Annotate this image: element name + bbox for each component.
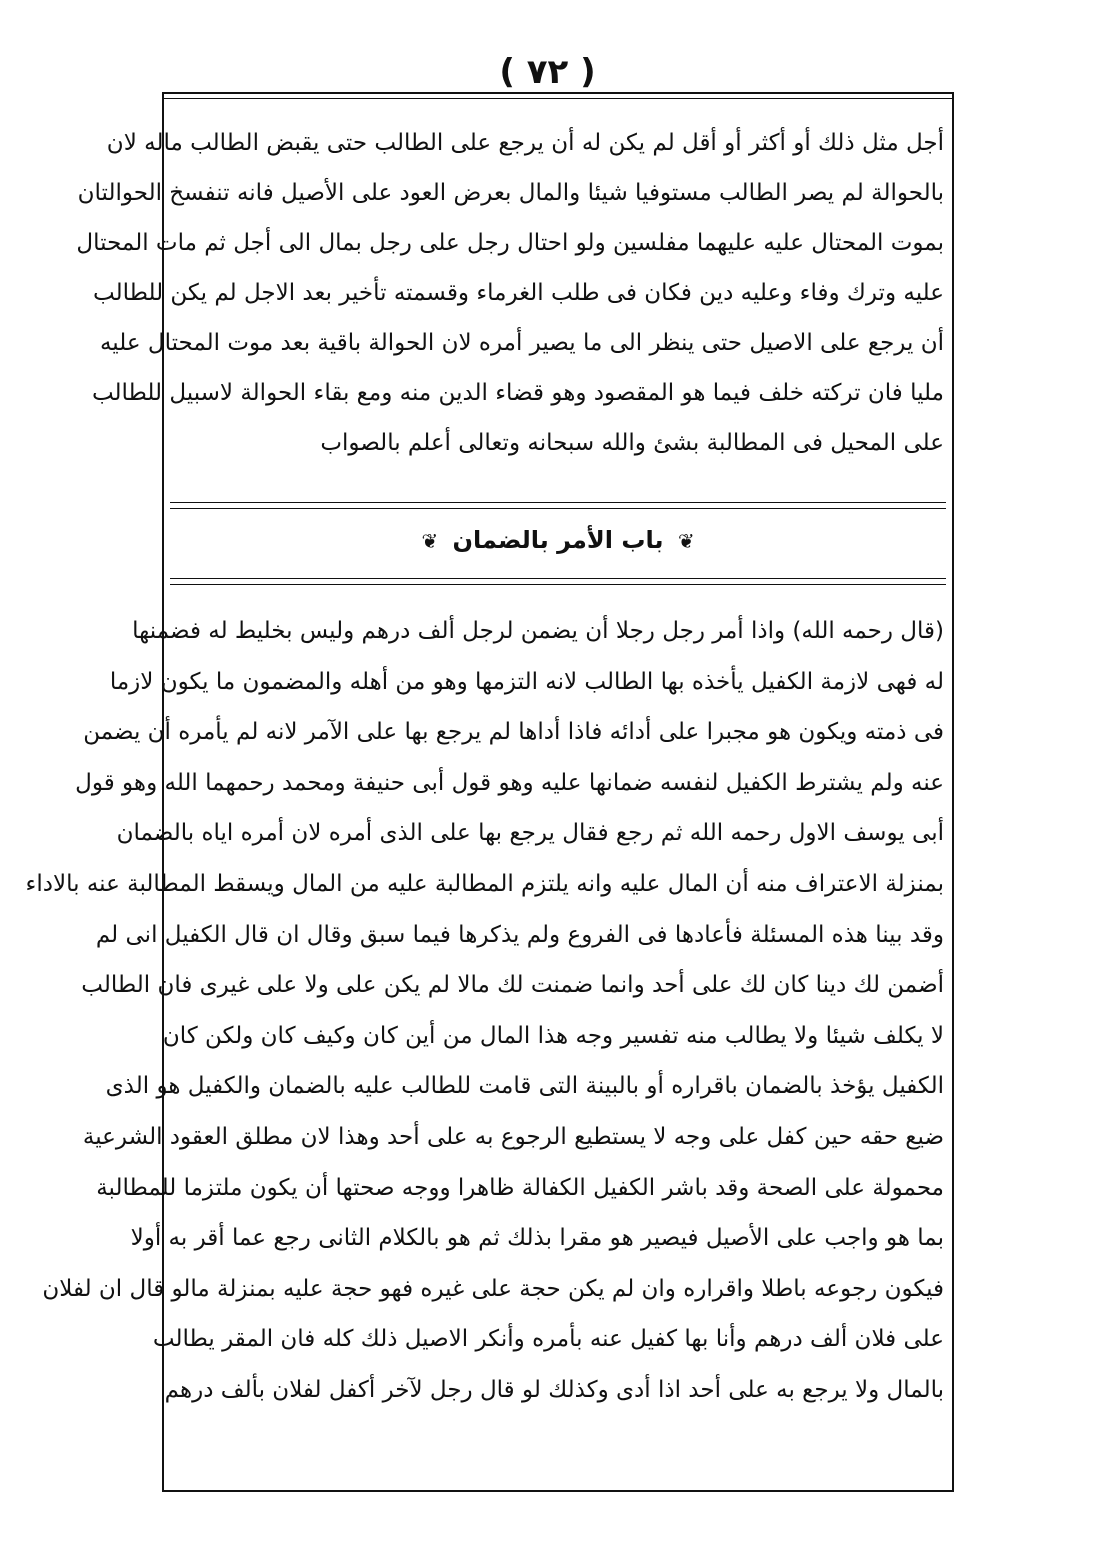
frame-top-rule — [162, 98, 954, 99]
paragraph-1 — [76, 118, 944, 468]
section-divider-top — [170, 502, 946, 509]
text-line: وقد بينا هذه المسئلة فأعادها فى الفروع ولم يذكرها فيما سبق وقال ان قال الكفيل انى لم — [95, 921, 944, 948]
text-line: أجل مثل ذلك أو أكثر أو أقل لم يكن له أن يرجع على الطالب حتى يقبض الطالب ماله لان — [106, 130, 944, 156]
text-line: بموت المحتال عليه عليهما مفلسين ولو احتال رجل على رجل بمال الى أجل ثم مات المحتال — [76, 230, 944, 256]
text-line: بالمال ولا يرجع به على أحد اذا أدى وكذلك لو قال رجل لآخر أكفل لفلان بألف درهم — [164, 1376, 944, 1403]
text-line: لا يكلف شيئا ولا يطالب منه تفسير وجه هذا المال من أين كان وكيف كان ولكن كان — [162, 1022, 944, 1049]
section-divider-bottom — [170, 578, 946, 585]
text-line: عليه وترك وفاء وعليه دين فكان فى طلب الغرماء وقسمته تأخير بعد الاجل لم يكن للطالب — [93, 280, 944, 306]
text-line: مليا فان تركته خلف فيما هو المقصود وهو قضاء الدين منه ومع بقاء الحوالة لاسبيل للطالب — [91, 380, 944, 406]
text-line: بما هو واجب على الأصيل فيصير هو مقرا بذلك ثم هو بالكلام الثانى رجع عما أقر به أولا — [130, 1225, 944, 1252]
text-line: له فهى لازمة الكفيل يأخذه بها الطالب لانه التزمها وهو من أهله والمضمون ما يكون لازما — [109, 668, 944, 695]
ornament-right-icon: ❦ — [677, 529, 695, 553]
text-line: على المحيل فى المطالبة بشئ والله سبحانه وتعالى أعلم بالصواب — [320, 430, 944, 456]
text-line: بالحوالة لم يصر الطالب مستوفيا شيئا والمال بعرض العود على الأصيل فانه تنفسخ الحوالتان — [77, 180, 944, 206]
text-line: عنه ولم يشترط الكفيل لنفسه ضمانها عليه وهو قول أبى حنيفة ومحمد رحمهما الله وهو قول — [75, 769, 944, 796]
text-line: أبى يوسف الاول رحمه الله ثم رجع فقال يرجع بها على الذى أمره لان أمره اياه بالضمان — [116, 820, 944, 847]
text-line: أضمن لك دينا كان لك على أحد وانما ضمنت لك مالا لم يكن على ولا على غيرى فان الطالب — [81, 972, 944, 999]
text-line: الكفيل يؤخذ بالضمان باقراره أو بالبينة التى قامت للطالب عليه بالضمان والكفيل هو الذى — [105, 1073, 944, 1100]
text-line: أن يرجع على الاصيل حتى ينظر الى ما يصير أمره لان الحوالة باقية بعد موت المحتال عليه — [99, 330, 944, 356]
section-heading — [162, 526, 954, 554]
page-number: ( ٧٢ ) — [499, 52, 596, 92]
text-line: على فلان ألف درهم وأنا بها كفيل عنه بأمره وأنكر الاصيل ذلك كله فان المقر يطالب — [152, 1326, 944, 1353]
ornament-left-icon: ❦ — [421, 529, 439, 553]
text-line: فى ذمته ويكون هو مجبرا على أدائه فاذا أداها لم يرجع بها على الآمر لانه لم يأمره أن يضمن — [83, 719, 944, 746]
text-line: محمولة على الصحة وقد باشر الكفيل الكفالة ظاهرا ووجه صحتها أن يكون ملتزما للمطالبة — [96, 1174, 944, 1201]
paragraph-2 — [25, 606, 944, 1416]
text-line: (قال رحمه الله) واذا أمر رجل رجلا أن يضمن لرجل ألف درهم وليس بخليط له فضمنها — [132, 618, 944, 644]
section-heading-text: باب الأمر بالضمان — [452, 526, 664, 554]
text-line: فيكون رجوعه باطلا واقراره وان لم يكن حجة على غيره فهو حجة عليه بمنزلة مالو قال ان لفلان — [42, 1275, 944, 1302]
text-line: بمنزلة الاعتراف منه أن المال عليه وانه يلتزم المطالبة عليه من المال ويسقط المطالبة عنه بالاداء — [25, 870, 944, 897]
text-line: ضيع حقه حين كفل على وجه لا يستطيع الرجوع به على أحد وهذا لان مطلق العقود الشرعية — [82, 1123, 944, 1150]
